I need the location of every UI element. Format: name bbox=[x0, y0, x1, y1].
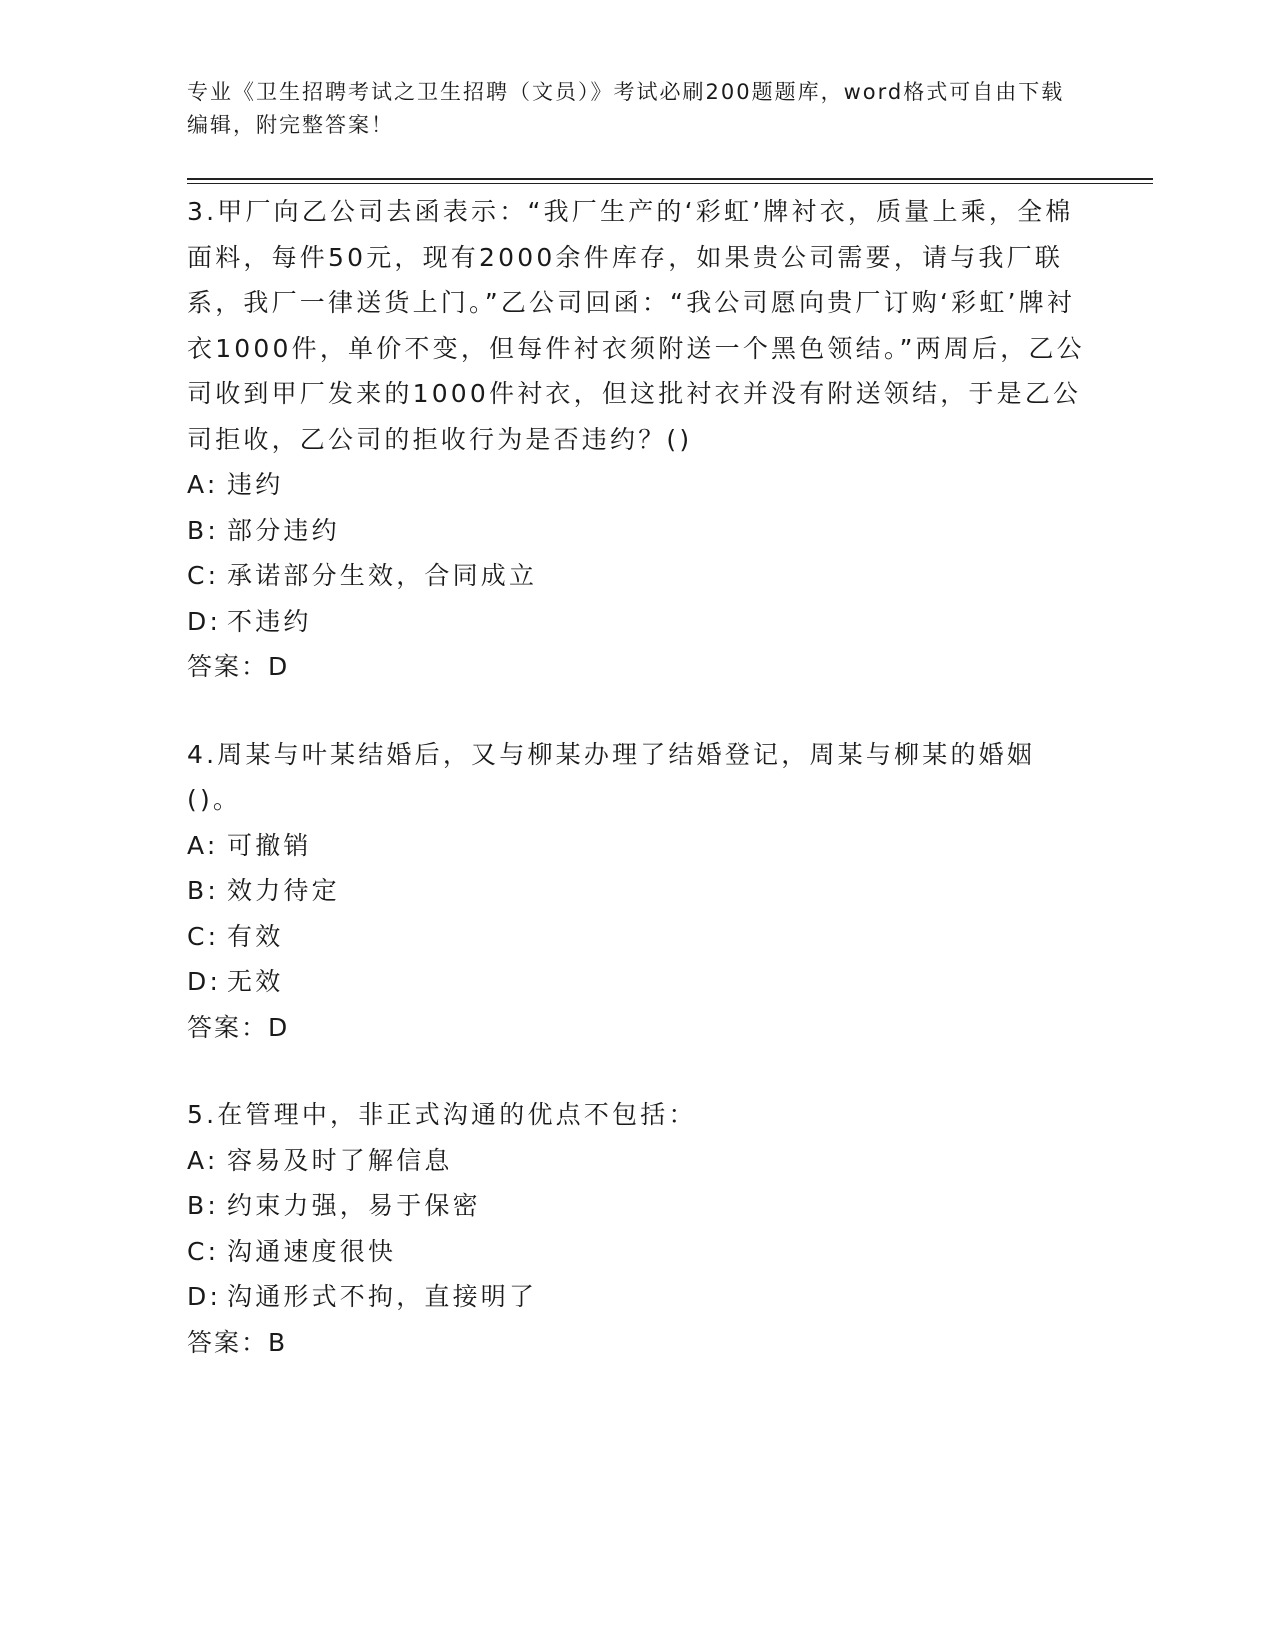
option-text: 违约 bbox=[227, 470, 284, 499]
option-text: 部分违约 bbox=[227, 515, 340, 545]
option-letter: A: bbox=[187, 830, 219, 860]
option-text: 可撤销 bbox=[227, 830, 312, 860]
option-letter: A: bbox=[187, 470, 219, 499]
option-text: 不违约 bbox=[227, 606, 312, 636]
option-b bbox=[187, 508, 1087, 554]
option-text: 沟通速度很快 bbox=[227, 1236, 397, 1266]
header-divider-thin bbox=[187, 183, 1153, 184]
option-letter: D: bbox=[187, 606, 222, 636]
option-letter: D: bbox=[187, 1282, 222, 1311]
option-d bbox=[187, 959, 1087, 1005]
question-list bbox=[187, 189, 1087, 1407]
option-d bbox=[187, 1274, 1087, 1320]
question-stem: 4.周某与叶某结婚后，又与柳某办理了结婚登记，周某与柳某的婚姻()。 bbox=[187, 739, 1036, 814]
option-a bbox=[187, 462, 1087, 508]
option-letter: A: bbox=[187, 1145, 219, 1175]
option-text: 效力待定 bbox=[227, 876, 340, 905]
question-stem: 3.甲厂向乙公司去函表示：“我厂生产的‘彩虹’牌衬衣，质量上乘，全棉面料，每件50元，现有2000余件库存，如果贵公司需要，请与我厂联系，我厂一律送货上门。”乙公司回函：“我公司愿向贵厂订购‘彩虹’牌衬衣1000件，单价不变，但每件衬衣须附送一个黑色领结。”两周后，乙公司收到甲厂发来的1000件衬衣，但这批衬衣并没有附送领结，于是乙公司拒收，乙公司的拒收行为是否违约？() bbox=[187, 197, 1085, 454]
answer-line: 答案：B bbox=[187, 1327, 288, 1357]
option-a bbox=[187, 823, 1087, 869]
option-text: 无效 bbox=[227, 967, 284, 996]
option-text: 约束力强，易于保密 bbox=[227, 1191, 481, 1220]
option-text: 承诺部分生效，合同成立 bbox=[227, 561, 538, 590]
answer-line: 答案：D bbox=[187, 652, 290, 681]
question-3 bbox=[187, 189, 1087, 690]
option-text: 沟通形式不拘，直接明了 bbox=[227, 1282, 538, 1311]
option-b bbox=[187, 868, 1087, 914]
option-text: 有效 bbox=[227, 921, 284, 951]
option-a bbox=[187, 1138, 1087, 1184]
option-letter: B: bbox=[187, 515, 219, 545]
option-letter: C: bbox=[187, 921, 220, 951]
option-letter: D: bbox=[187, 967, 222, 996]
option-letter: B: bbox=[187, 1191, 219, 1220]
option-b bbox=[187, 1183, 1087, 1229]
answer-line: 答案：D bbox=[187, 1012, 290, 1042]
option-c bbox=[187, 1229, 1087, 1275]
document-header: 专业《卫生招聘考试之卫生招聘（文员）》考试必刷200题题库，word格式可自由下载编辑，附完整答案！ bbox=[187, 80, 1065, 137]
option-c bbox=[187, 914, 1087, 960]
option-text: 容易及时了解信息 bbox=[227, 1145, 453, 1175]
option-letter: B: bbox=[187, 876, 219, 905]
question-5 bbox=[187, 1092, 1087, 1365]
question-stem: 5.在管理中，非正式沟通的优点不包括： bbox=[187, 1100, 697, 1129]
option-letter: C: bbox=[187, 1236, 220, 1266]
question-4 bbox=[187, 732, 1087, 1051]
option-letter: C: bbox=[187, 561, 220, 590]
option-d bbox=[187, 599, 1087, 645]
header-divider-thick bbox=[187, 178, 1153, 180]
option-c bbox=[187, 553, 1087, 599]
